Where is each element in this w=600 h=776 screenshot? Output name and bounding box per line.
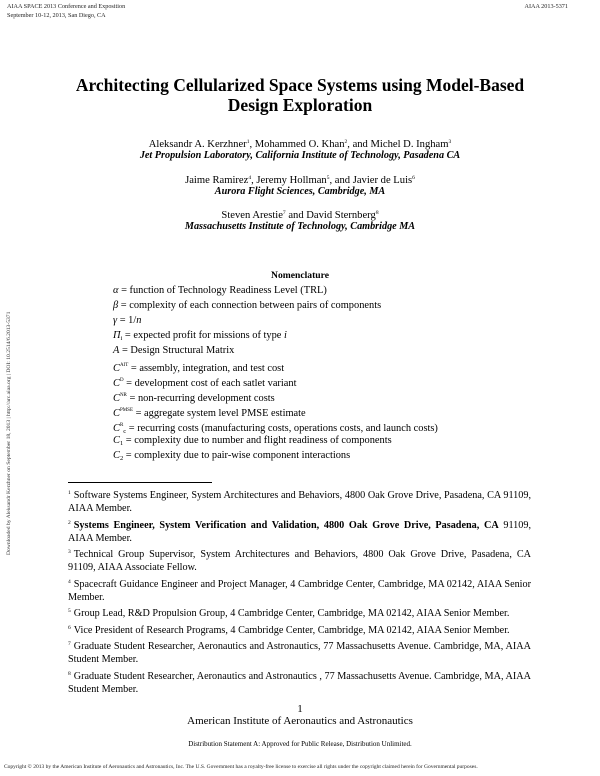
footnote	[68, 576, 531, 604]
nomenclature-definition: = aggregate system level PMSE estimate	[133, 408, 306, 419]
definition-variable: n	[136, 315, 142, 326]
nomenclature-definition: = complexity due to pair-wise component interactions	[123, 450, 351, 461]
nomenclature-definition: = Design Structural Matrix	[119, 345, 235, 356]
author-name: Steven Arestie	[221, 210, 283, 221]
footnote	[68, 638, 531, 666]
author-separator: ,	[249, 139, 255, 150]
author-separator: , and	[347, 139, 371, 150]
author-footnote-mark: 3	[448, 139, 452, 145]
author-name: David Sternberg	[306, 210, 376, 221]
nomenclature-symbol: C	[113, 363, 120, 374]
footnote-list	[68, 487, 531, 697]
author-name: Jeremy Hollman	[256, 175, 327, 186]
affiliation-jpl: Jet Propulsion Laboratory, California Institute of Technology, Pasadena CA	[139, 150, 461, 161]
author-footnote-mark: 1	[246, 139, 250, 145]
footnote-text: Systems Engineer, System Verification and Validation, 4800 Oak Grove Drive, Pasadena, CA	[73, 519, 499, 531]
nomenclature-item	[113, 313, 543, 328]
author-line-2	[40, 172, 560, 187]
footnote-text: Technical Group Supervisor, System Architectures and Behaviors, 4800 Oak Grove Drive, Pasadena, CA 91109, AIAA Associate Fellow.	[68, 549, 531, 573]
author-footnote-mark: 2	[344, 139, 348, 145]
footnote-text: Software Systems Engineer, System Architectures and Behaviors, 4800 Oak Grove Drive, Pasadena, CA 91109, AIAA Member.	[68, 490, 531, 514]
distribution-statement: Distribution Statement A: Approved for Public Release, Distribution Unlimited.	[188, 740, 412, 748]
footnote-number: 4	[68, 578, 71, 585]
footnote-text: Group Lead, R&D Propulsion Group, 4 Cambridge Center, Cambridge, MA 02142, AIAA Senior Member.	[73, 608, 510, 619]
symbol-superscript: AIT	[119, 363, 129, 368]
nomenclature-symbol: C	[113, 378, 120, 389]
author-separator: and	[285, 210, 307, 221]
affiliation-aurora: Aurora Flight Sciences, Cambridge, MA	[214, 186, 386, 197]
nomenclature-symbol: γ	[113, 315, 118, 326]
author-footnote-mark: 7	[282, 210, 286, 216]
nomenclature-symbol: Π	[113, 330, 121, 341]
footnote-number: 2	[68, 519, 71, 526]
page-number: 1	[297, 703, 303, 715]
footnote-number: 1	[68, 490, 71, 496]
author-name: Aleksandr A. Kerzhner	[148, 139, 247, 150]
footnote	[68, 668, 531, 696]
nomenclature-item	[113, 373, 543, 388]
nomenclature-item	[113, 448, 543, 463]
nomenclature-symbol: C	[113, 450, 120, 461]
download-watermark: Downloaded by Aleksandr Kerzhner on September 18, 2013 | http://arc.aiaa.org | DOI: 10.2514/6.2013-5371	[6, 311, 12, 555]
nomenclature-definition: = development cost of each satlet variant	[123, 378, 297, 389]
conference-name: AIAA SPACE 2013 Conference and Exposition	[7, 3, 126, 10]
author-footnote-mark: 8	[375, 210, 379, 216]
definition-variable: i	[284, 330, 287, 341]
nomenclature-symbol: C	[113, 423, 120, 434]
nomenclature-item	[113, 328, 543, 343]
author-footnote-mark: 5	[326, 175, 330, 181]
footnote	[68, 487, 531, 515]
symbol-subscript: 1	[119, 440, 124, 447]
symbol-subscript: i	[120, 335, 123, 342]
author-name: Mohammed O. Khan	[254, 139, 345, 150]
author-separator: , and	[329, 175, 353, 186]
symbol-superscript: R	[119, 423, 124, 428]
nomenclature-item	[113, 403, 543, 418]
footnote-text: Graduate Student Researcher, Aeronautics and Astronautics, 77 Massachusetts Avenue. Cambridge, MA, AIAA Student Member.	[68, 641, 531, 665]
footnote-number: 7	[68, 641, 71, 647]
nomenclature-symbol: C	[113, 435, 120, 446]
footnote-divider	[68, 482, 212, 483]
nomenclature-heading: Nomenclature	[271, 270, 329, 281]
nomenclature-item	[113, 283, 543, 298]
nomenclature-item	[113, 418, 543, 433]
conference-header	[7, 3, 125, 20]
nomenclature-definition: = recurring costs (manufacturing costs, operations costs, and launch costs)	[126, 423, 438, 434]
conference-dates: September 10-12, 2013, San Diego, CA	[7, 11, 106, 19]
footnote	[68, 622, 531, 637]
nomenclature-symbol: α	[113, 285, 119, 296]
organization-name: American Institute of Aeronautics and Astronautics	[187, 715, 413, 727]
author-name: Javier de Luis	[352, 175, 413, 186]
nomenclature-symbol: β	[113, 300, 119, 311]
author-separator: ,	[251, 175, 257, 186]
nomenclature-symbol: C	[113, 408, 120, 419]
nomenclature-definition: = 1/	[117, 315, 137, 326]
footnote	[68, 605, 531, 620]
nomenclature-item	[113, 358, 543, 373]
nomenclature-item	[113, 433, 543, 448]
paper-id: AIAA 2013-5371	[524, 3, 568, 10]
nomenclature-definition: = assembly, integration, and test cost	[128, 363, 285, 374]
footnote-text: Spacecraft Guidance Engineer and Project Manager, 4 Cambridge Center, Cambridge, MA 02142, AIAA Senior Member.	[68, 578, 531, 603]
footnote-text-tail: 91109, AIAA Member.	[68, 519, 531, 544]
author-line-1	[40, 136, 560, 151]
affiliation-mit: Massachusetts Institute of Technology, Cambridge MA	[184, 221, 416, 232]
author-name: Michel D. Ingham	[370, 139, 449, 150]
copyright-notice: Copyright © 2013 by the American Institute of Aeronautics and Astronautics, Inc. The U.S. Government has a royalty-free license to exercise all rights under the copyright claimed herein for Governmental purposes.	[4, 764, 478, 770]
author-name: Jaime Ramirez	[185, 175, 249, 186]
symbol-subscript: c	[123, 428, 127, 435]
symbol-superscript: D	[119, 378, 124, 383]
symbol-superscript: NR	[119, 393, 127, 398]
nomenclature-symbol: A	[113, 345, 120, 356]
nomenclature-definition: = non-recurring development costs	[126, 393, 275, 404]
title-line-1: Architecting Cellularized Space Systems using Model-Based	[75, 75, 525, 95]
author-footnote-mark: 6	[412, 175, 415, 181]
symbol-subscript: 2	[119, 455, 124, 462]
author-footnote-mark: 4	[248, 175, 252, 181]
symbol-superscript: PMSE	[119, 408, 133, 413]
footnote-number: 6	[68, 624, 71, 631]
author-line-3	[40, 207, 560, 222]
title-line-2: Design Exploration	[227, 95, 373, 115]
nomenclature-item	[113, 343, 543, 358]
nomenclature-definition: = complexity of each connection between pairs of components	[118, 300, 382, 311]
nomenclature-definition: = expected profit for missions of type	[122, 330, 285, 341]
nomenclature-item	[113, 388, 543, 403]
nomenclature-list	[113, 283, 543, 463]
footnote	[68, 546, 531, 574]
footnote-number: 8	[68, 670, 71, 677]
footnote-text: Vice President of Research Programs, 4 Cambridge Center, Cambridge, MA 02142, AIAA Senior Member.	[73, 624, 510, 636]
nomenclature-symbol: C	[113, 393, 120, 404]
nomenclature-item	[113, 298, 543, 313]
footnote	[68, 517, 531, 545]
nomenclature-definition: = function of Technology Readiness Level (TRL)	[118, 285, 327, 296]
footnote-text: Graduate Student Researcher, Aeronautics and Astronautics , 77 Massachusetts Avenue. Cambridge, MA, AIAA Student Member.	[68, 670, 531, 695]
footnote-number: 3	[68, 549, 71, 555]
paper-title	[40, 75, 560, 115]
nomenclature-definition: = complexity due to number and flight readiness of components	[123, 435, 392, 446]
footnote-number: 5	[68, 608, 71, 614]
